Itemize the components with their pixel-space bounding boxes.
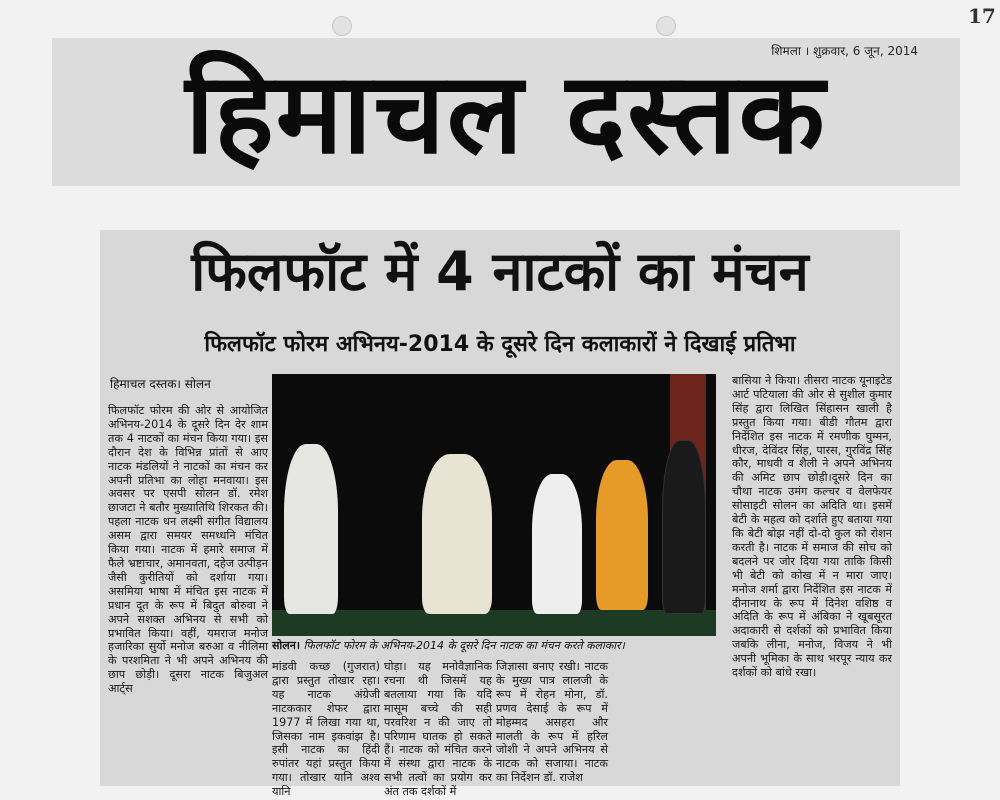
article-column-3: घोड़ा। यह मनोवैज्ञानिक रचना थी जिसमें यह बतलाया गया कि यदि मासूम बच्चे की सही परवरिश न की जाए तो परिणाम घातक हो सकते हैं। नाटक को मंचित करने में संस्था द्वारा नाटक के सभी तत्वों का प्रयोग कर अंत तक दर्शकों में: [384, 660, 492, 799]
photo-caption-text: फिलफॉट फोरम के अभिनय-2014 के दूसरे दिन नाटक का मंचन करते कलाकार।: [303, 639, 625, 652]
photo-caption-place: सोलन।: [272, 639, 301, 652]
punch-hole: [332, 16, 352, 36]
photo-stage-floor: [272, 610, 716, 636]
article: [100, 230, 900, 799]
photo-actor: [284, 444, 338, 614]
article-column-4: जिज्ञासा बनाए रखी। नाटक के मुख्य पात्र लालजी के रूप में रोहन मोना, डॉ. प्रणव देसाई के रूप में मोहम्मद असहरा और मालती के रूप में हरिल जोशी ने अपने अभिनय से नाटक को सजाया। नाटक का निर्देशन डॉ. राजेश: [496, 660, 608, 785]
headline: फिलफॉट में 4 नाटकों का मंचन: [191, 240, 809, 303]
subheadline: फिलफॉट फोरम अभिनय-2014 के दूसरे दिन कलाकारों ने दिखाई प्रतिभा: [204, 332, 796, 357]
page-number: 17: [968, 4, 996, 28]
stage-photo: [272, 374, 716, 636]
masthead-title: हिमाचल दस्तक: [185, 49, 827, 179]
photo-actor: [422, 454, 492, 614]
photo-actor: [596, 460, 648, 610]
punch-hole: [656, 16, 676, 36]
masthead-date: शिमला । शुक्रवार, 6 जून, 2014: [771, 44, 918, 58]
article-column-5: बासिया ने किया। तीसरा नाटक यूनाइटेड आर्ट पटियाला की ओर से सुशील कुमार सिंह द्वारा लिखित सिंहासन खाली है प्रस्तुत किया गया। बीडी गौतम द्वारा निर्देशित इस नाटक में रमणीक घुम्मन, धीरज, देविंदर सिंह, पारस, गुरविंद्र सिंह कौर, माधवी व शैली ने अपने अभिनय की अमिट छाप छोड़ी।दूसरे दिन का चौथा नाटक उमंग कल्चर व वेलफेयर सोसाइटी सोलन का अदिति था। इसमें बेटी के महत्व को दर्शाते हुए बताया गया कि बेटी बोझ नहीं दो-दो कुल को रोशन करती है। नाटक में समाज की सोच को बदलने पर जोर दिया गया ताकि किसी भी बेटी को कोख में न मारा जाए। मनोज शर्मा द्वारा निर्देशित इस नाटक में दीनानाथ के रूप में दिनेश वशिष्ठ व अदिति के रूप में अंबिका ने खूबसूरत अदाकारी से दर्शकों को प्रभावित किया जबकि लीना, मनोज, विजय ने भी अपनी भूमिका के साथ भरपूर न्याय कर दर्शकों को बांधे रखा।: [732, 374, 892, 680]
photo-caption: [272, 638, 716, 653]
masthead: [52, 38, 960, 186]
article-column-2: मांडवी कच्छ (गुजरात) द्वारा प्रस्तुत तोखार रहा। यह नाटक अंग्रेजी नाटककार शेफर द्वारा 1977 में लिखा गया था, जिसका नाम इकवांझ है। इसी नाटक का हिंदी रुपांतर यहां प्रस्तुत किया गया। तोखार यानि अश्व यानि: [272, 660, 380, 799]
photo-actor: [532, 474, 582, 614]
photo-actor: [662, 440, 706, 614]
article-column-1: फिलफॉट फोरम की ओर से आयोजित अभिनय-2014 के दूसरे दिन देर शाम तक 4 नाटकों का मंचन किया गया। इस दौरान देश के विभिन्न प्रांतों से आए नाटक मंडलियों ने नाटकों का मंचन कर अपनी प्रतिभा का लोहा मनवाया। इस अवसर पर एसपी सोलन डॉ. रमेश छाजटा ने बतौर मुख्यातिथि शिरकत की। पहला नाटक धन लक्ष्मी संगीत विद्यालय असम द्वारा समयर समध्धनि मंचित किया गया। नाटक में हमारे समाज में फैले भ्रष्टाचार, अमानवता, दहेज उत्पीड़न जैसी कुरीतियों को दर्शाया गया। असमिया भाषा में मंचित इस नाटक में प्रधान दूत के रूप में बिदुत बोरुवा ने अपने सशक्त अभिनय से सभी को प्रभावित किया। वहीं, यमराज मनोज हजारिका सुर्यो मनोज बरुआ व नीलिमा के परशमिता ने भी अपने अभिनय की छाप छोड़ी। दूसरा नाटक बिजुअल आर्ट्स: [108, 404, 268, 696]
byline: हिमाचल दस्तक। सोलन: [110, 377, 211, 391]
